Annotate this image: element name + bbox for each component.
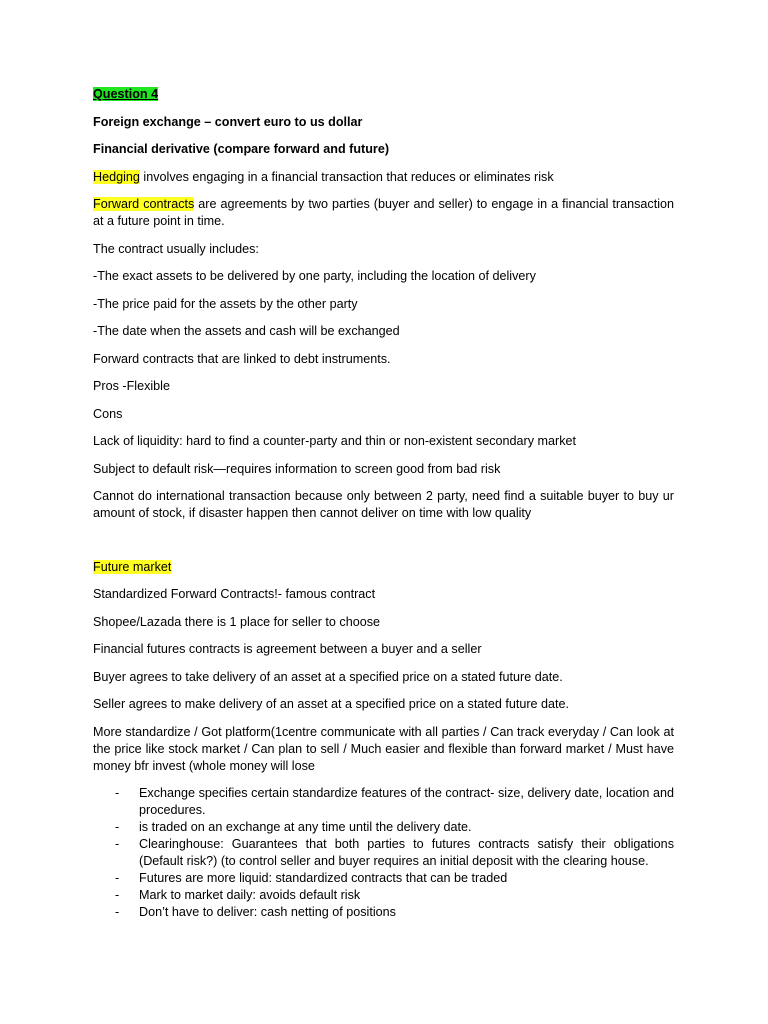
cons-item-2: Subject to default risk—requires information to screen good from bad risk [93, 461, 501, 476]
dash-mark: - [115, 837, 120, 851]
list-item-text: Futures are more liquid: standardized contracts that can be traded [139, 871, 508, 885]
dash-mark: - [115, 871, 120, 885]
list-item-text: is traded on an exchange at any time until the delivery date. [139, 820, 472, 834]
hedging-text: involves engaging in a financial transaction that reduces or eliminates risk [139, 169, 554, 184]
question-title: Question 4 [93, 87, 159, 101]
forward-term: Forward contracts [93, 197, 195, 211]
forward-text: are agreements by two parties (buyer and seller) to engage in a financial transaction at a future point in time. [93, 197, 675, 228]
forward-paragraph [93, 196, 674, 230]
list-item [93, 904, 674, 921]
list-item-text: Mark to market daily: avoids default risk [139, 888, 361, 902]
list-item [93, 785, 674, 819]
include-item-1: -The exact assets to be delivered by one party, including the location of delivery [93, 269, 536, 283]
future-line-5: Seller agrees to make delivery of an asset at a specified price on a stated future date. [93, 697, 570, 711]
future-line-3: Financial futures contracts is agreement between a buyer and a seller [93, 642, 482, 656]
list-item [93, 887, 674, 904]
future-line-2: Shopee/Lazada there is 1 place for seller to choose [93, 614, 381, 629]
include-item-3: -The date when the assets and cash will be exchanged [93, 324, 400, 338]
contract-includes: The contract usually includes: [93, 241, 259, 256]
cons-item-1: Lack of liquidity: hard to find a counter-party and thin or non-existent secondary market [93, 434, 577, 448]
dash-mark: - [115, 905, 120, 919]
include-item-2: -The price paid for the assets by the other party [93, 296, 358, 311]
list-item-text: Clearinghouse: Guarantees that both parties to futures contracts satisfy their obligations (Default risk?) (to control seller and buyer requires an initial deposit with the clearing house. [139, 837, 674, 868]
future-market-title-line [93, 559, 674, 576]
question-title-line [93, 86, 674, 103]
list-item [93, 870, 674, 887]
list-item [93, 836, 674, 870]
dash-mark: - [115, 820, 120, 834]
list-item-text: Don’t have to deliver: cash netting of positions [139, 905, 396, 919]
future-line-1: Standardized Forward Contracts!- famous contract [93, 587, 376, 601]
hedging-paragraph [93, 169, 674, 186]
linked-debt: Forward contracts that are linked to debt instruments. [93, 351, 391, 366]
future-bullet-list [93, 785, 674, 921]
future-line-6: More standardize / Got platform(1centre communicate with all parties / Can track everyday / Can look at the price like stock market / Can plan to sell / Much easier and flexible than forward market / Must have money bfr invest (whole money will lose [93, 724, 674, 773]
derivative-heading: Financial derivative (compare forward and future) [93, 142, 390, 156]
future-line-4: Buyer agrees to take delivery of an asset at a specified price on a stated future date. [93, 669, 563, 684]
section-gap [93, 533, 674, 559]
pros-line: Pros -Flexible [93, 379, 170, 393]
dash-mark: - [115, 888, 120, 902]
cons-item-3: Cannot do international transaction because only between 2 party, need find a suitable buyer to buy ur amount of stock, if disaster happen then cannot deliver on time with low quality [93, 489, 674, 520]
list-item [93, 819, 674, 836]
list-item-text: Exchange specifies certain standardize features of the contract- size, delivery date, location and procedures. [139, 786, 674, 817]
fx-heading: Foreign exchange – convert euro to us dollar [93, 114, 363, 129]
dash-mark: - [115, 786, 120, 800]
future-market-title: Future market [93, 559, 172, 574]
hedging-term: Hedging [93, 169, 140, 184]
cons-line: Cons [93, 406, 123, 421]
